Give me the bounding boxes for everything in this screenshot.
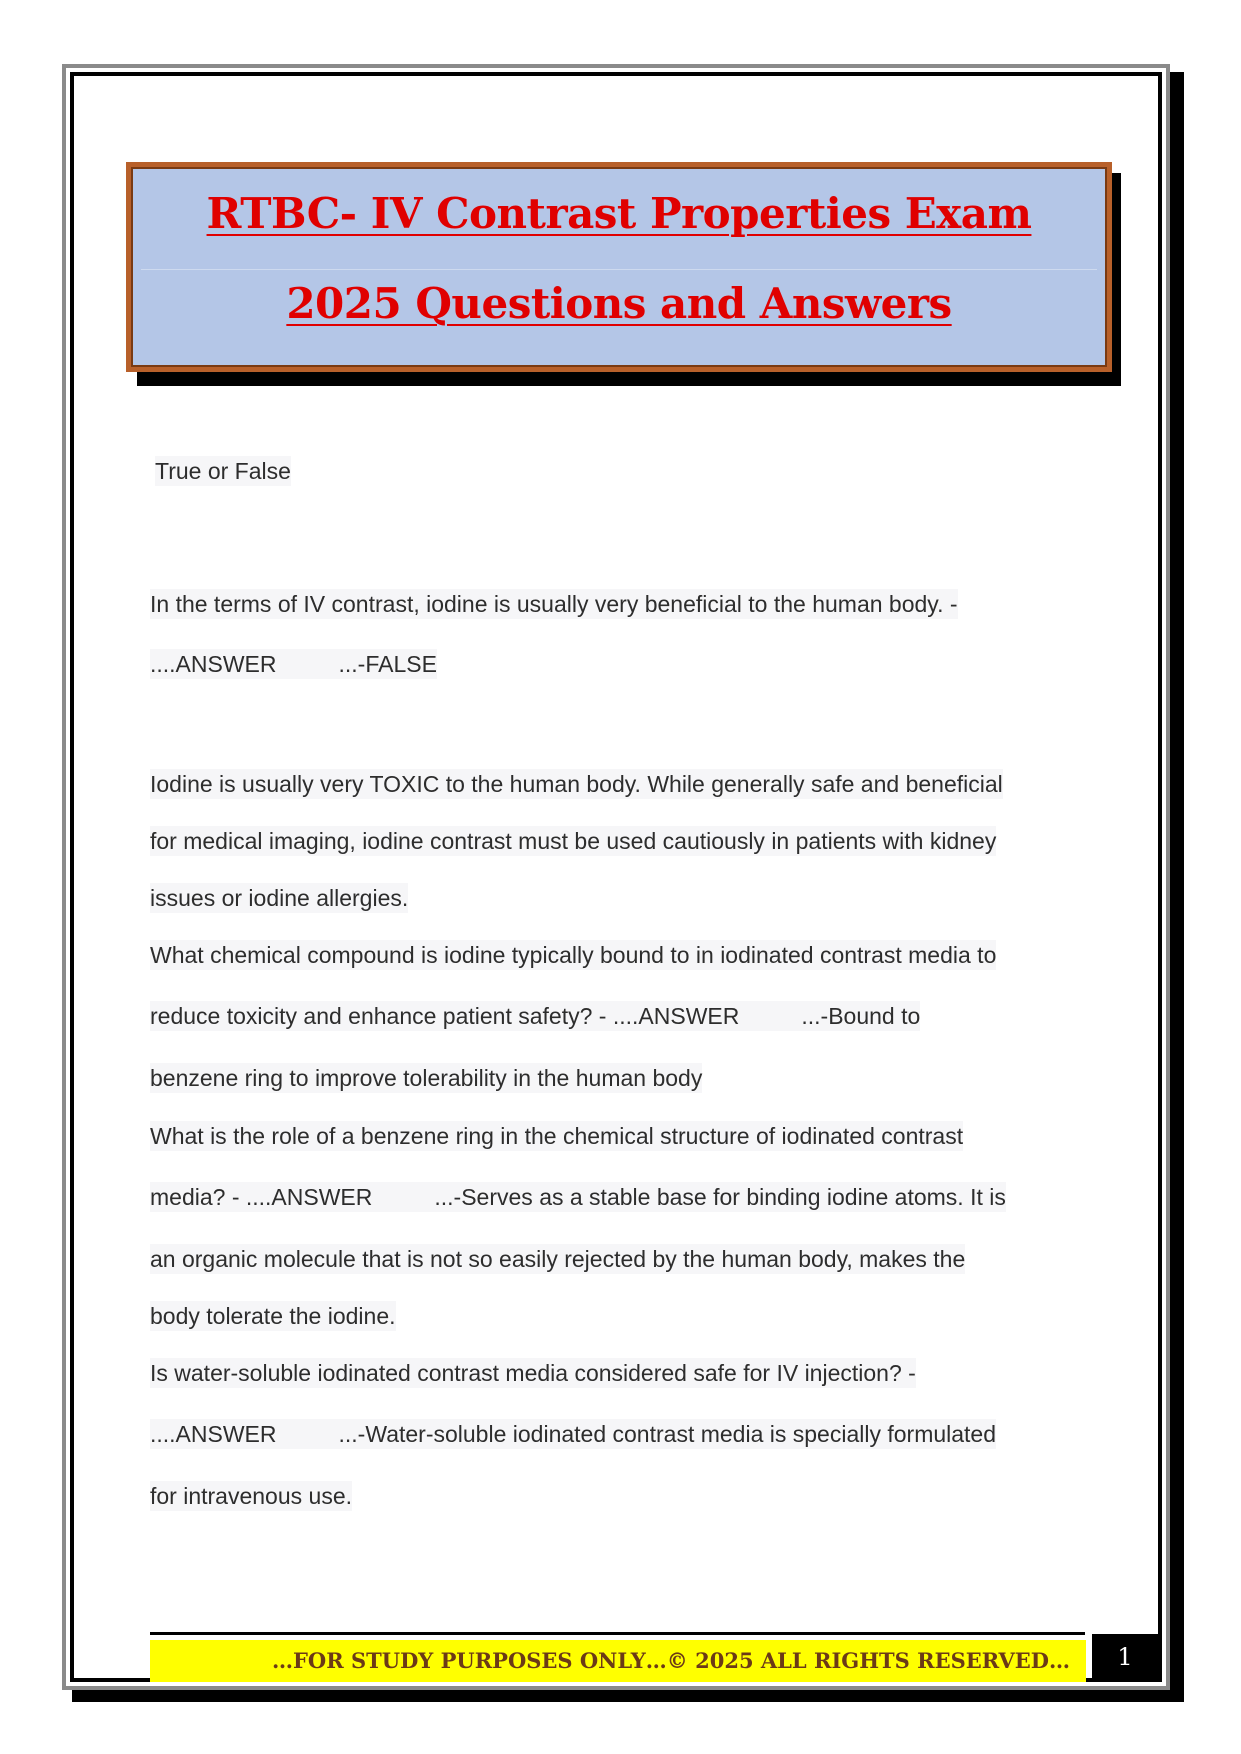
answer-line: ....ANSWER ...-Water-soluble iodinated contrast media is specially formulated — [150, 1421, 997, 1447]
page-number: 1 — [1092, 1634, 1158, 1680]
footer-notice: …FOR STUDY PURPOSES ONLY…© 2025 ALL RIGHTS RESERVED… — [150, 1640, 1086, 1682]
text-line: What chemical compound is iodine typically bound to in iodinated contrast media to — [150, 942, 997, 968]
text-line: Iodine is usually very TOXIC to the human body. While generally safe and beneficial — [150, 771, 1003, 797]
title-box — [126, 162, 1112, 372]
text-line: an organic molecule that is not so easily rejected by the human body, makes the — [150, 1246, 966, 1272]
title-line-1: RTBC- IV Contrast Properties Exam — [206, 189, 1032, 238]
text-line: for intravenous use. — [150, 1483, 353, 1509]
text-line: In the terms of IV contrast, iodine is usually very beneficial to the human body. - — [150, 591, 958, 617]
footer-rule — [150, 1632, 1085, 1635]
text-line: for medical imaging, iodine contrast must be used cautiously in patients with kidney — [150, 828, 997, 854]
section-heading: True or False — [155, 458, 291, 484]
answer-line: reduce toxicity and enhance patient safety? - ....ANSWER ...-Bound to — [150, 1003, 921, 1029]
text-line: What is the role of a benzene ring in the chemical structure of iodinated contrast — [150, 1123, 964, 1149]
text-line: Is water-soluble iodinated contrast media considered safe for IV injection? - — [150, 1360, 916, 1386]
answer-line: ....ANSWER ...-FALSE — [150, 651, 437, 677]
text-line: issues or iodine allergies. — [150, 885, 409, 911]
title-divider — [141, 269, 1097, 270]
text-line: body tolerate the iodine. — [150, 1303, 396, 1329]
text-line: benzene ring to improve tolerability in the human body — [150, 1065, 703, 1091]
answer-line: media? - ....ANSWER ...-Serves as a stable base for binding iodine atoms. It is — [150, 1184, 1006, 1210]
title-line-2: 2025 Questions and Answers — [286, 279, 952, 328]
